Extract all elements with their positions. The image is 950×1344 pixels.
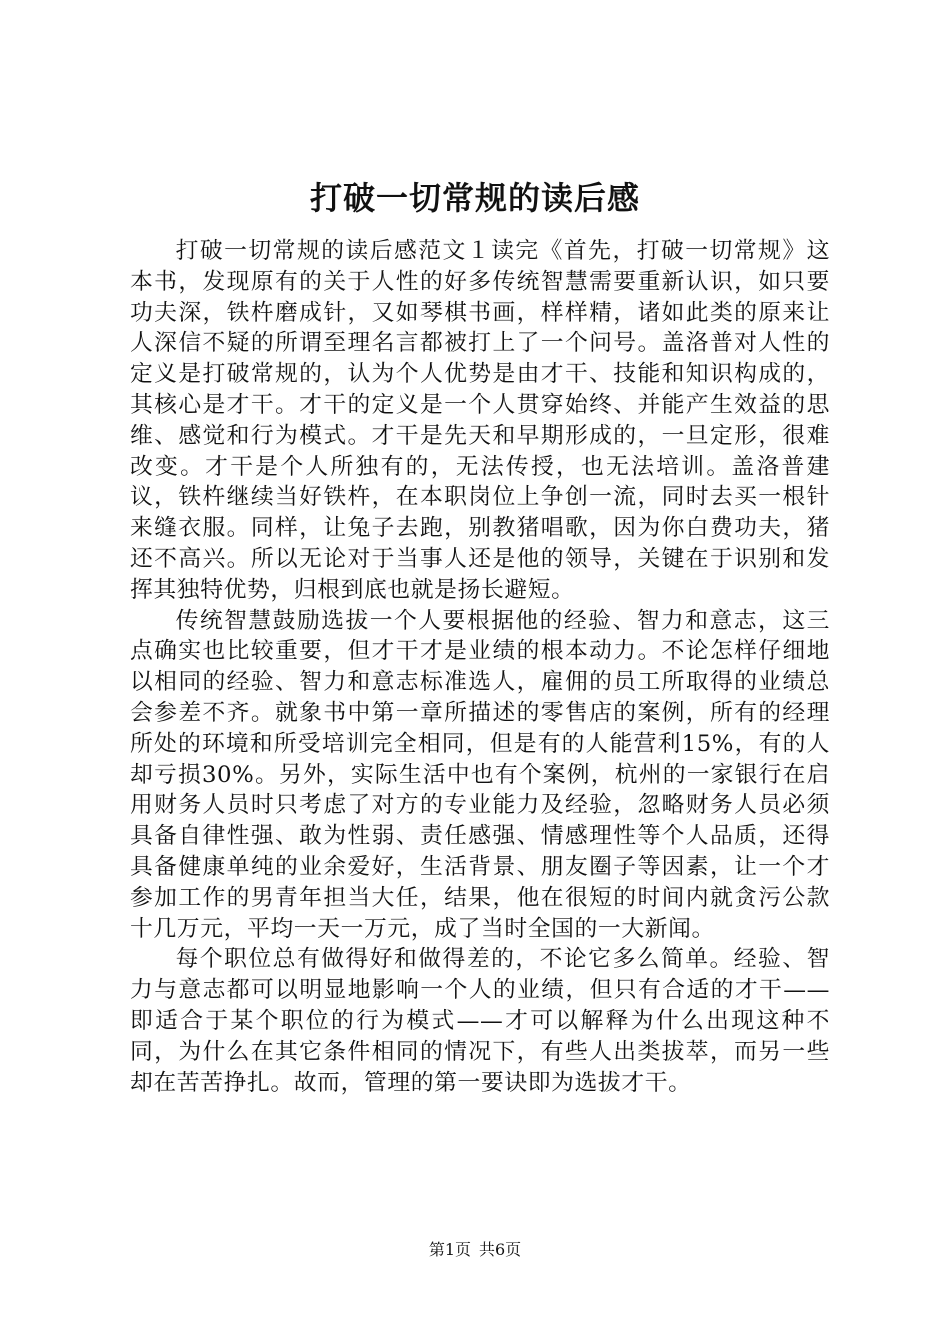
paragraph-2: 传统智慧鼓励选拔一个人要根据他的经验、智力和意志，这三点确实也比较重要，但才干才是业绩的根本动力。不论怎样仔细地以相同的经验、智力和意志标准选人，雇佣的员工所取得的业绩总会参差不齐。就象书中第一章所描述的零售店的案例，所有的经理所处的环境和所受培训完全相同，但是有的人能营利15%，有的人却亏损30%。另外，实际生活中也有个案例，杭州的一家银行在启用财务人员时只考虑了对方的专业能力及经验，忽略财务人员必须具备自律性强、敢为性弱、责任感强、情感理性等个人品质，还得具备健康单纯的业余爱好，生活背景、朋友圈子等因素，让一个才参加工作的男青年担当大任，结果，他在很短的时间内就贪污公款十几万元，平均一天一万元，成了当时全国的一大新闻。 (130, 607, 830, 942)
total-pages: 共6页 (479, 1240, 522, 1259)
document-body (130, 236, 830, 1098)
page-title: 打破一切常规的读后感 (309, 179, 640, 217)
paragraph-1: 打破一切常规的读后感范文１读完《首先，打破一切常规》这本书，发现原有的关于人性的好多传统智慧需要重新认识，如只要功夫深，铁杵磨成针，又如琴棋书画，样样精，诸如此类的原来让人深信不疑的所谓至理名言都被打上了一个问号。盖洛普对人性的定义是打破常规的，认为个人优势是由才干、技能和知识构成的，其核心是才干。才干的定义是一个人贯穿始终、并能产生效益的思维、感觉和行为模式。才干是先天和早期形成的，一旦定形，很难改变。才干是个人所独有的，无法传授，也无法培训。盖洛普建议，铁杵继续当好铁杵，在本职岗位上争创一流，同时去买一根针来缝衣服。同样，让兔子去跑，别教猪唱歌，因为你白费功夫，猪还不高兴。所以无论对于当事人还是他的领导，关键在于识别和发挥其独特优势，归根到底也就是扬长避短。 (130, 238, 830, 603)
page-footer (0, 1240, 950, 1260)
page-number: 第1页 (428, 1240, 471, 1259)
paragraph-3: 每个职位总有做得好和做得差的，不论它多么简单。经验、智力与意志都可以明显地影响一个人的业绩，但只有合适的才干——即适合于某个职位的行为模式——才可以解释为什么出现这种不同，为什么在其它条件相同的情况下，有些人出类拔萃，而另一些却在苦苦挣扎。故而，管理的第一要诀即为选拔才干。 (130, 946, 830, 1096)
